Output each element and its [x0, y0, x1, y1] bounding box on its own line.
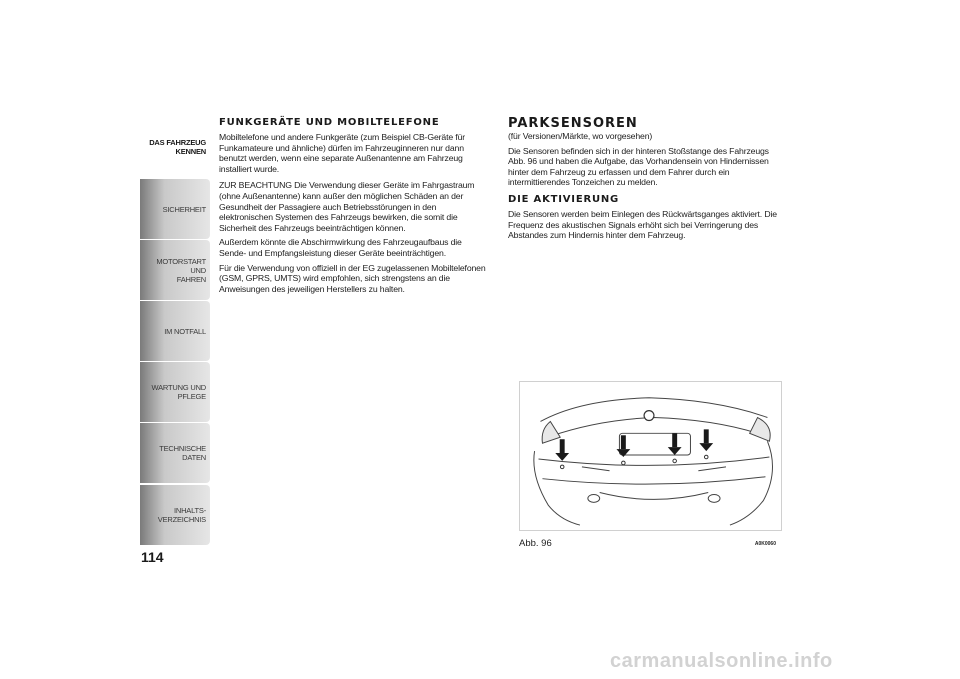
tab-im-notfall[interactable] [140, 301, 210, 361]
tab-technische-daten[interactable] [140, 423, 210, 483]
tab-label: INHALTS- VERZEICHNIS [157, 506, 206, 524]
sensor-arrow-icon [616, 435, 630, 464]
tab-label: SICHERHEIT [162, 204, 206, 214]
brand-emblem-icon [644, 411, 654, 421]
figure-parking-sensors [519, 381, 782, 549]
tab-sicherheit[interactable] [140, 179, 210, 239]
tab-label: IM NOTFALL [164, 326, 206, 336]
paragraph: Die Sensoren befinden sich in der hinteren Stoßstange des Fahrzeugs Abb. 96 und haben die Aufgabe, das Vorhandensein von Hindernissen hinter dem Fahrzeug zu erfassen und dem Fahrer durch ein intermittierendes Tonzeichen zu melden. [508, 145, 769, 188]
sensor-arrow-icon [668, 433, 682, 462]
paragraph: Für die Verwendung von offiziell in der EG zugelassenen Mobiltelefonen (GSM, GPRS, UMTS) wird empfohlen, sich strengstens an die Anweisungen des jeweiligen Herstellers zu halten. [219, 262, 486, 294]
tab-label: WARTUNG UND PFLEGE [151, 383, 206, 401]
tab-motorstart-und-fahren[interactable] [140, 240, 210, 300]
tab-wartung-und-pflege[interactable] [140, 362, 210, 422]
section-parksensoren [508, 117, 784, 247]
figure-code: A0K0060 [754, 541, 776, 547]
subtitle: (für Versionen/Märkte, wo vorgesehen) [508, 131, 653, 141]
section-heading: PARKSENSOREN [508, 116, 638, 131]
subsection-heading: DIE AKTIVIERUNG [508, 193, 620, 205]
figure-caption: Abb. 96 [519, 538, 552, 549]
paragraph: ZUR BEACHTUNG Die Verwendung dieser Geräte im Fahrgastraum (ohne Außenantenne) kann außer den möglichen Schäden an der Gesundheit der Passagiere auch Betriebsstörungen in den elektronischen Systemen des Fahrzeugs bewirken, die somit die Sicherheit des Fahrzeugs beeinträchtigen können. [219, 180, 475, 233]
rear-bumper-illustration [519, 381, 782, 531]
tab-label: DAS FAHRZEUG KENNEN [149, 138, 206, 156]
tab-das-fahrzeug-kennen[interactable] [140, 117, 210, 177]
tab-label: MOTORSTART UND FAHREN [156, 256, 206, 284]
section-funkgeraete [219, 117, 491, 300]
tab-label: TECHNISCHE DATEN [159, 444, 206, 462]
sensor-arrow-icon [699, 429, 713, 458]
watermark: carmanualsonline.info [610, 650, 833, 672]
page-number: 114 [141, 549, 164, 565]
tab-inhaltsverzeichnis[interactable] [140, 485, 210, 545]
section-heading: FUNKGERÄTE UND MOBILTELEFONE [219, 117, 440, 128]
paragraph: Außerdem könnte die Abschirmwirkung des Fahrzeugaufbaus die Sende- und Empfangsleistung dieser Geräte beeinträchtigen. [219, 237, 462, 258]
paragraph: Die Sensoren werden beim Einlegen des Rückwärtsganges aktiviert. Die Frequenz des akustischen Signals erhöht sich bei Verringerung des Abstandes zum Hindernis hinter dem Fahrzeug. [508, 208, 777, 241]
paragraph: Mobiltelefone und andere Funkgeräte (zum Beispiel CB-Geräte für Funkamateure und ähnliche) dürfen im Fahrzeuginneren nur dann benutzt werden, wenn eine separate Außenantenne am Fahrzeug installiert wurde. [219, 132, 466, 174]
sensor-arrow-icon [555, 439, 569, 468]
